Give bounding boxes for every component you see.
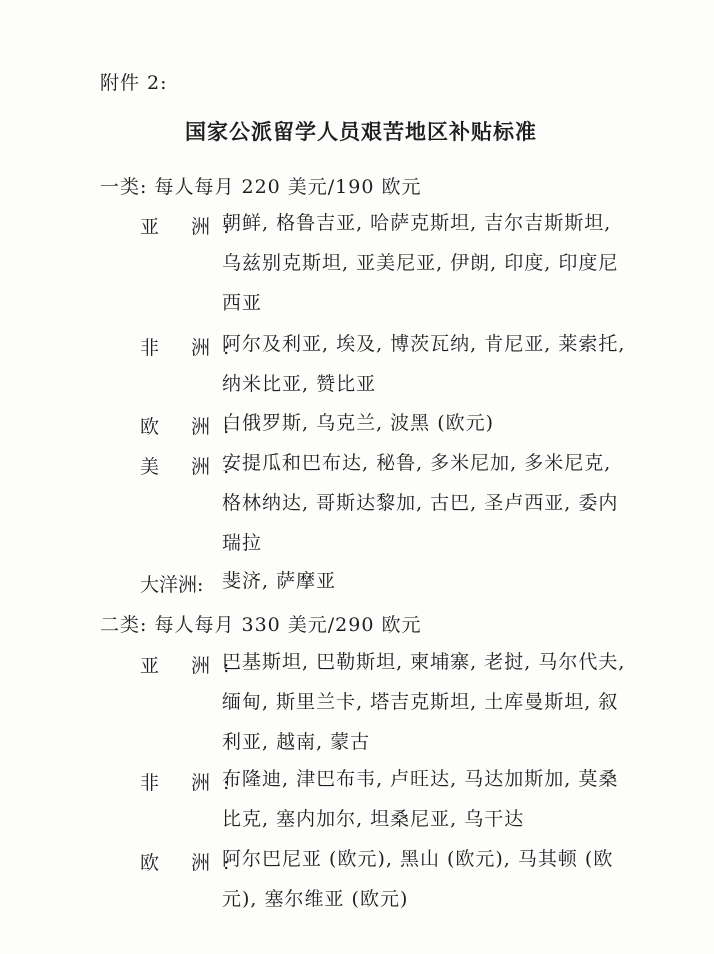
region-label: 欧 洲: bbox=[140, 852, 243, 874]
region-label: 亚 洲: bbox=[140, 216, 243, 238]
country-list: 白俄罗斯, 乌克兰, 波黑 (欧元) bbox=[222, 412, 495, 434]
country-list: 安提瓜和巴布达, 秘鲁, 多米尼加, 多米尼克, 格林纳达, 哥斯达黎加, 古巴, 圣卢西亚, 委内瑞拉 bbox=[222, 452, 619, 554]
category-2-heading: 二类: 每人每月 330 美元/290 欧元 bbox=[100, 614, 422, 636]
region-label: 大洋洲: bbox=[140, 574, 204, 596]
country-list: 斐济, 萨摩亚 bbox=[222, 570, 337, 592]
country-list: 阿尔巴尼亚 (欧元), 黑山 (欧元), 马其顿 (欧元), 塞尔维亚 (欧元) bbox=[222, 848, 614, 910]
country-list: 朝鲜, 格鲁吉亚, 哈萨克斯坦, 吉尔吉斯斯坦, 乌兹别克斯坦, 亚美尼亚, 伊朗, 印度, 印度尼西亚 bbox=[222, 212, 619, 314]
attachment-label: 附件 2: bbox=[100, 72, 168, 94]
country-list: 阿尔及利亚, 埃及, 博茨瓦纳, 肯尼亚, 莱索托, 纳米比亚, 赞比亚 bbox=[222, 333, 626, 395]
country-list: 巴基斯坦, 巴勒斯坦, 柬埔寨, 老挝, 马尔代夫, 缅甸, 斯里兰卡, 塔吉克斯坦, 土库曼斯坦, 叙利亚, 越南, 蒙古 bbox=[222, 651, 626, 753]
country-list: 布隆迪, 津巴布韦, 卢旺达, 马达加斯加, 莫桑比克, 塞内加尔, 坦桑尼亚, 乌干达 bbox=[222, 768, 619, 830]
region-label: 美 洲: bbox=[140, 456, 243, 478]
region-label: 亚 洲: bbox=[140, 655, 243, 677]
category-1-heading: 一类: 每人每月 220 美元/190 欧元 bbox=[100, 176, 422, 198]
region-label: 欧 洲: bbox=[140, 416, 243, 438]
region-label: 非 洲: bbox=[140, 337, 243, 359]
document-title: 国家公派留学人员艰苦地区补贴标准 bbox=[185, 120, 537, 144]
region-label: 非 洲: bbox=[140, 772, 243, 794]
